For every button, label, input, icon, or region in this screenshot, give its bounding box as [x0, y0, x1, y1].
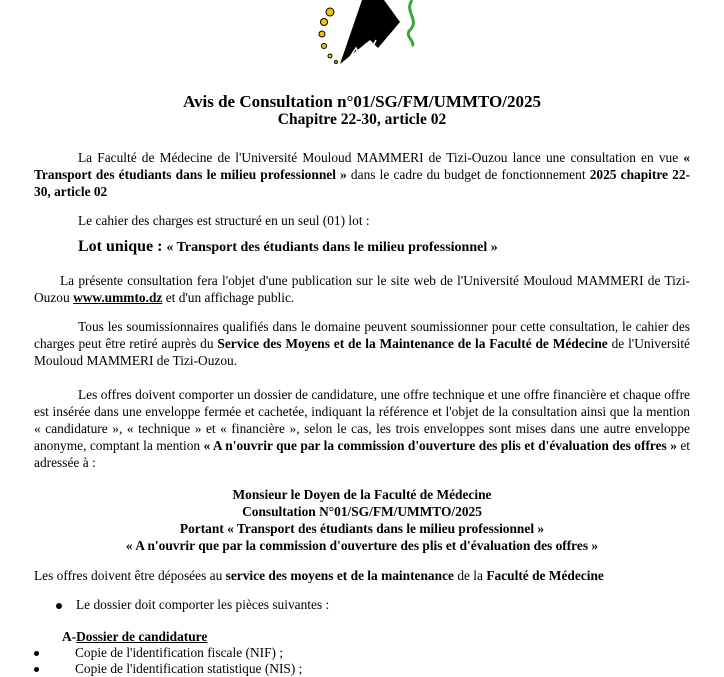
offres-paragraph: Les offres doivent comporter un dossier de candidature, une offre technique et une offre financière et chaque offre est insérée dans une enveloppe fermée et cachetée, indiquant la référence et l'objet de la consultation ainsi que la mention « candidature », « technique » et « financière », selon le cas, les trois enveloppes sont mises dans une autre enveloppe anonyme, comptant la mention « A n'ouvrir que par la commission d'ouverture des plis et d'évaluation des offres » et adressée à : [34, 387, 691, 470]
page-title: Avis de Consultation n°01/SG/FM/UMMTO/2025 [182, 92, 541, 111]
logo-dot [321, 19, 328, 26]
intro-paragraph: La Faculté de Médecine de l'Université Mouloud MAMMERI de Tizi-Ouzou lance une consultation en vue « Transport des étudiants dans le milieu professionnel » dans le cadre du budget de fonctionnement 2025 chapitre 22-30, article 02 [34, 150, 690, 199]
cahier-paragraph: Le cahier des charges est structuré en un seul (01) lot : [78, 213, 370, 228]
publication-paragraph: La présente consultation fera l'objet d'une publication sur le site web de l'Université Mouloud MAMMERI de Tizi-Ouzou www.ummto.dz et d'un affichage public. [34, 273, 690, 305]
list-item: Copie de l'identification fiscale (NIF) ; [34, 644, 283, 661]
soumission-paragraph: Tous les soumissionnaires qualifiés dans le domaine peuvent soumissionner pour cette consultation, le cahier des charges peut être retiré auprès du Service des Moyens et de la Maintenance de la Faculté de Médecine de l'Université Mouloud MAMMERI de Tizi-Ouzou. [34, 319, 690, 368]
address-line-2: Consultation N°01/SG/FM/UMMTO/2025 [242, 504, 482, 519]
depot-paragraph: Les offres doivent être déposées au service des moyens et de la maintenance de la Faculté de Médecine [34, 568, 604, 583]
address-line-4: « A n'ouvrir que par la commission d'ouverture des plis et d'évaluation des offres » [125, 538, 599, 553]
logo-dot [328, 54, 332, 58]
logo-dot [319, 31, 325, 37]
bullet-icon [34, 667, 39, 672]
address-block [0, 486, 724, 554]
address-line-1: Monsieur le Doyen de la Faculté de Médecine [232, 487, 492, 502]
dossier-intro: Le dossier doit comporter les pièces suivantes : [56, 596, 329, 613]
address-line-3: Portant « Transport des étudiants dans le milieu professionnel » [179, 521, 545, 536]
bullet-icon [56, 603, 62, 609]
list-item: Copie de l'identification statistique (NIS) ; [34, 660, 302, 677]
logo-wing [340, 0, 400, 64]
logo-dot [326, 8, 334, 16]
lot-value: « Transport des étudiants dans le milieu professionnel » [166, 240, 498, 255]
section-a-heading: A-Dossier de candidature [62, 629, 208, 644]
university-logo [300, 0, 440, 66]
bullet-icon [34, 651, 39, 656]
logo-dot [322, 44, 327, 49]
lot-line [78, 237, 498, 257]
page-subtitle: Chapitre 22-30, article 02 [277, 111, 447, 128]
lot-label: Lot unique : [78, 238, 163, 255]
logo-dot [335, 61, 338, 64]
logo-green-stroke [408, 0, 413, 46]
website-link[interactable]: www.ummto.dz [73, 290, 163, 305]
